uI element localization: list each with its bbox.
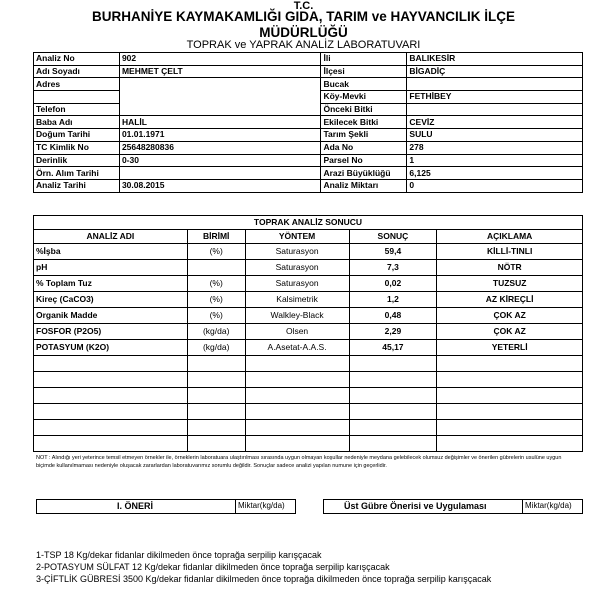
- table-row: [34, 388, 583, 404]
- label: Parsel No: [321, 154, 407, 167]
- table-cell: (kg/da): [187, 340, 245, 356]
- table-cell: (%): [187, 244, 245, 260]
- table-cell: A.Asetat-A.A.S.: [245, 340, 349, 356]
- table-cell: Walkley-Black: [245, 308, 349, 324]
- table-cell: % Toplam Tuz: [34, 276, 188, 292]
- table-cell: [187, 436, 245, 452]
- table-cell: [34, 404, 188, 420]
- table-row: [34, 372, 583, 388]
- header-directorate: MÜDÜRLÜĞÜ: [259, 25, 348, 40]
- header-tc: T.C.: [293, 0, 314, 12]
- value: BİGADİÇ: [407, 65, 583, 78]
- oneri-miktar-label: Miktar(kg/da): [238, 501, 285, 510]
- table-cell: 45,17: [349, 340, 437, 356]
- table-row: [34, 420, 583, 436]
- value: 902: [119, 53, 321, 66]
- table-cell: KİLLİ-TINLI: [437, 244, 583, 260]
- recommendation-line: 1-TSP 18 Kg/dekar fidanlar dikilmeden önce toprağa serpilip karışçacak: [36, 550, 322, 560]
- table-cell: [34, 436, 188, 452]
- table-cell: AZ KİREÇLİ: [437, 292, 583, 308]
- value: [407, 78, 583, 91]
- value: 01.01.1971: [119, 129, 321, 142]
- table-cell: 0,48: [349, 308, 437, 324]
- table-cell: [34, 372, 188, 388]
- table-cell: POTASYUM (K2O): [34, 340, 188, 356]
- table-row: [34, 404, 583, 420]
- table-cell: [437, 404, 583, 420]
- label: Ekilecek Bitki: [321, 116, 407, 129]
- table-cell: [245, 356, 349, 372]
- table-row: [34, 308, 583, 324]
- table-cell: [187, 420, 245, 436]
- table-cell: [245, 420, 349, 436]
- value: HALİL: [119, 116, 321, 129]
- spacer: [34, 91, 120, 104]
- results-title: TOPRAK ANALİZ SONUCU: [34, 216, 583, 230]
- table-cell: 7,3: [349, 260, 437, 276]
- label: İli: [321, 53, 407, 66]
- column-header: ANALİZ ADI: [34, 230, 188, 244]
- table-cell: [187, 260, 245, 276]
- table-cell: [34, 356, 188, 372]
- table-cell: ÇOK AZ: [437, 308, 583, 324]
- table-cell: %İşba: [34, 244, 188, 260]
- table-cell: Saturasyon: [245, 260, 349, 276]
- label: Bucak: [321, 78, 407, 91]
- table-cell: [245, 372, 349, 388]
- table-row: [34, 244, 583, 260]
- table-row: [34, 356, 583, 372]
- table-row: [34, 260, 583, 276]
- table-cell: [437, 420, 583, 436]
- table-row: [34, 276, 583, 292]
- label: Adres: [34, 78, 120, 91]
- table-cell: [34, 420, 188, 436]
- table-cell: Saturasyon: [245, 276, 349, 292]
- info-table: [33, 52, 583, 193]
- label: Baba Adı: [34, 116, 120, 129]
- table-cell: TUZSUZ: [437, 276, 583, 292]
- label: Telefon: [34, 103, 120, 116]
- column-header: YÖNTEM: [245, 230, 349, 244]
- table-cell: [437, 356, 583, 372]
- table-row: [34, 324, 583, 340]
- value: 0: [407, 179, 583, 192]
- label: Analiz Tarihi: [34, 179, 120, 192]
- table-row: [34, 292, 583, 308]
- table-cell: Saturasyon: [245, 244, 349, 260]
- disclaimer-note: NOT : Alındığı yeri yeterince temsil etmeyen örnekler ile, örneklerin laboratuara ulaştırılması sırasında uygun olmayan koşullar nedeniyle meydana gelebilecek olumsuz değişimler ve önerilen gübrelerin usulüne uygun biçimde kullanılmaması nedeniyle oluşacak zararlardan laboratuvarımız sorumlu değildir. Sonuçlar sadece analizi yapılan numune için geçerlidir.: [36, 455, 562, 469]
- table-cell: 1,2: [349, 292, 437, 308]
- value: 0-30: [119, 154, 321, 167]
- value: 1: [407, 154, 583, 167]
- column-header: SONUÇ: [349, 230, 437, 244]
- column-header: AÇIKLAMA: [437, 230, 583, 244]
- table-cell: Organik Madde: [34, 308, 188, 324]
- table-cell: [437, 372, 583, 388]
- table-cell: [349, 356, 437, 372]
- table-cell: Kalsimetrik: [245, 292, 349, 308]
- label: Ada No: [321, 141, 407, 154]
- table-cell: NÖTR: [437, 260, 583, 276]
- table-cell: [349, 372, 437, 388]
- table-cell: [187, 388, 245, 404]
- table-cell: [245, 436, 349, 452]
- label: İlçesi: [321, 65, 407, 78]
- value: 25648280836: [119, 141, 321, 154]
- table-cell: 0,02: [349, 276, 437, 292]
- table-cell: [245, 388, 349, 404]
- label: Önceki Bitki: [321, 103, 407, 116]
- value: FETHİBEY: [407, 91, 583, 104]
- value: 30.08.2015: [119, 179, 321, 192]
- table-cell: [349, 388, 437, 404]
- results-table: [33, 215, 583, 452]
- table-cell: [245, 404, 349, 420]
- recommendation-line: 3-ÇİFTLİK GÜBRESİ 3500 Kg/dekar fidanlar dikilmeden önce toprağa dikilmeden önce toprağa serpilip karışçacak: [36, 574, 492, 584]
- oneri-box: [36, 499, 296, 514]
- value: BALIKESİR: [407, 53, 583, 66]
- oneri-label: I. ÖNERİ: [117, 501, 154, 511]
- table-cell: 2,29: [349, 324, 437, 340]
- table-cell: ÇOK AZ: [437, 324, 583, 340]
- table-cell: Olsen: [245, 324, 349, 340]
- label: Analiz No: [34, 53, 120, 66]
- table-cell: (kg/da): [187, 324, 245, 340]
- value: [119, 167, 321, 180]
- table-cell: (%): [187, 276, 245, 292]
- table-cell: [187, 372, 245, 388]
- value: 278: [407, 141, 583, 154]
- label: Doğum Tarihi: [34, 129, 120, 142]
- table-cell: [437, 388, 583, 404]
- table-cell: [349, 436, 437, 452]
- table-cell: (%): [187, 308, 245, 324]
- label: Arazi Büyüklüğü: [321, 167, 407, 180]
- ust-gubre-box: [323, 499, 583, 514]
- label: Köy-Mevki: [321, 91, 407, 104]
- table-row: [34, 436, 583, 452]
- value: SULU: [407, 129, 583, 142]
- label: TC Kimlik No: [34, 141, 120, 154]
- header-institution: BURHANİYE KAYMAKAMLIĞI GIDA, TARIM ve HAYVANCILIK İLÇE: [91, 9, 516, 24]
- table-cell: FOSFOR (P2O5): [34, 324, 188, 340]
- table-cell: [349, 420, 437, 436]
- recommendation-line: 2-POTASYUM SÜLFAT 12 Kg/dekar fidanlar dikilmeden önce toprağa serpilip karışçacak: [36, 562, 390, 572]
- table-cell: pH: [34, 260, 188, 276]
- ust-gubre-label: Üst Gübre Önerisi ve Uygulaması: [344, 501, 487, 511]
- table-row: [34, 340, 583, 356]
- ust-gubre-miktar-label: Miktar(kg/da): [525, 501, 572, 510]
- label: Analiz Miktarı: [321, 179, 407, 192]
- column-header: BİRİMİ: [187, 230, 245, 244]
- label: Adı Soyadı: [34, 65, 120, 78]
- header-lab: TOPRAK ve YAPRAK ANALİZ LABORATUVARI: [186, 39, 421, 51]
- table-cell: Kireç (CaCO3): [34, 292, 188, 308]
- value: 6,125: [407, 167, 583, 180]
- table-cell: [34, 388, 188, 404]
- value: MEHMET ÇELT: [119, 65, 321, 78]
- value: CEVİZ: [407, 116, 583, 129]
- table-cell: [187, 404, 245, 420]
- value: [119, 78, 321, 116]
- label: Örn. Alım Tarihi: [34, 167, 120, 180]
- table-cell: [437, 436, 583, 452]
- label: Derinlik: [34, 154, 120, 167]
- table-cell: (%): [187, 292, 245, 308]
- table-cell: [349, 404, 437, 420]
- value: [407, 103, 583, 116]
- table-cell: [187, 356, 245, 372]
- label: Tarım Şekli: [321, 129, 407, 142]
- table-cell: 59,4: [349, 244, 437, 260]
- table-cell: YETERLİ: [437, 340, 583, 356]
